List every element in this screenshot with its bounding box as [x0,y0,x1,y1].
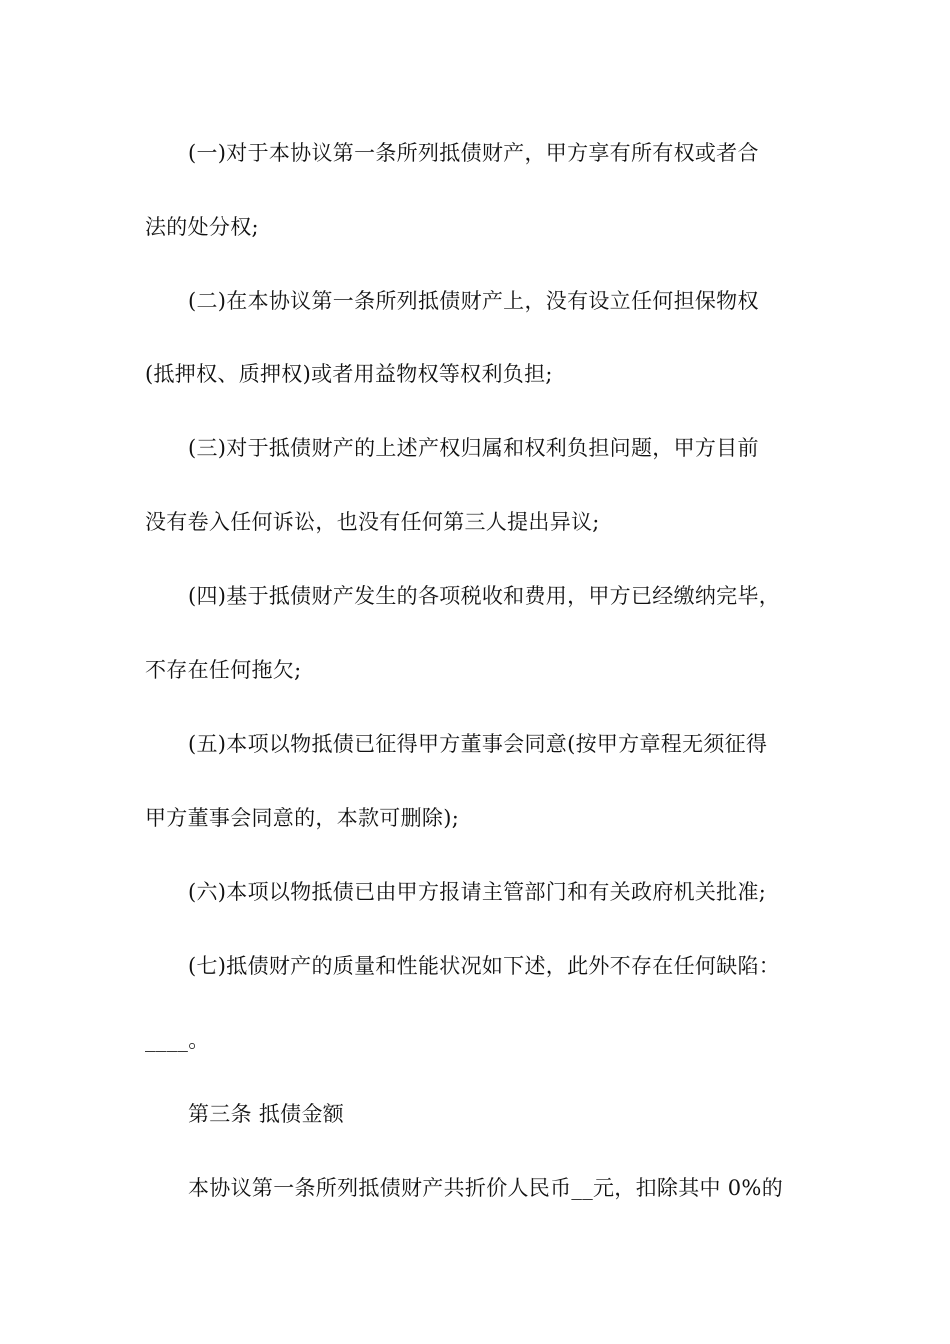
paragraph-item-7-line-2: ____。 [145,1028,210,1052]
paragraph-item-3-line-2: 没有卷入任何诉讼，也没有任何第三人提出异议; [145,510,600,534]
paragraph-item-7-line-1: (七)抵债财产的质量和性能状况如下述，此外不存在任何缺陷： [188,954,781,978]
paragraph-item-4-line-2: 不存在任何拖欠; [145,658,302,682]
paragraph-article-3-line-1: 本协议第一条所列抵债财产共折价人民币__元，扣除其中 0%的 [188,1176,783,1200]
paragraph-item-3-line-1: (三)对于抵债财产的上述产权归属和权利负担问题，甲方目前 [188,436,759,460]
section-heading-article-3: 第三条 抵债金额 [188,1102,345,1126]
paragraph-item-1-line-1: (一)对于本协议第一条所列抵债财产，甲方享有所有权或者合 [188,141,759,165]
paragraph-item-5-line-1: (五)本项以物抵债已征得甲方董事会同意(按甲方章程无须征得 [188,732,768,756]
paragraph-item-4-line-1: (四)基于抵债财产发生的各项税收和费用，甲方已经缴纳完毕， [188,584,781,608]
paragraph-item-2-line-2: (抵押权、质押权)或者用益物权等权利负担; [145,362,553,386]
paragraph-item-1-line-2: 法的处分权; [145,215,259,239]
paragraph-item-2-line-1: (二)在本协议第一条所列抵债财产上，没有设立任何担保物权 [188,289,759,313]
paragraph-item-6: (六)本项以物抵债已由甲方报请主管部门和有关政府机关批准; [188,880,767,904]
paragraph-item-5-line-2: 甲方董事会同意的，本款可删除); [145,806,460,830]
